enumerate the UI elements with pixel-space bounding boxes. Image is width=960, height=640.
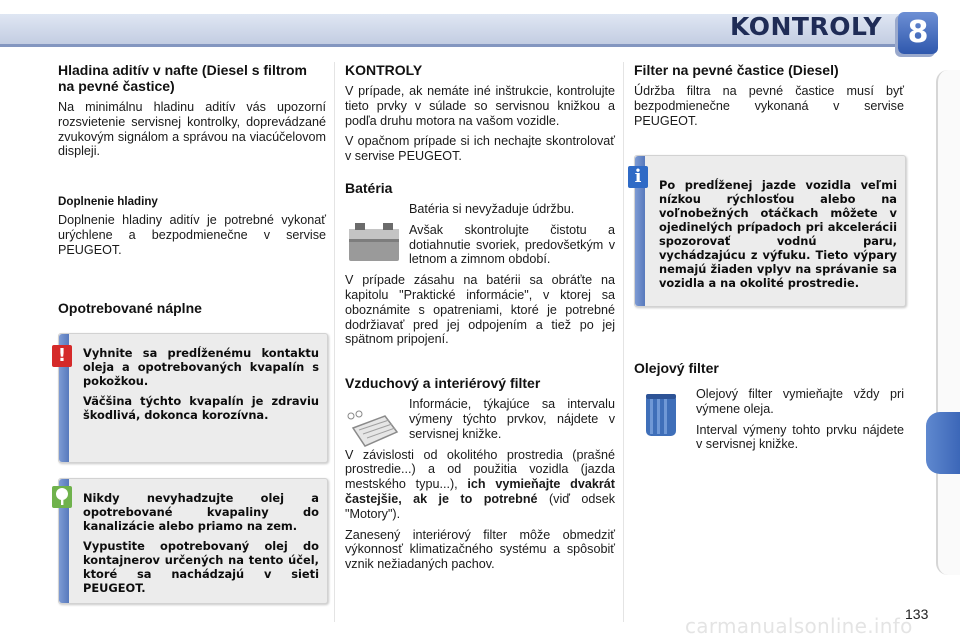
eco-text-2: Vypustite opotrebovaný olej do kontajnerov určených na tento účel, ktoré sa nachádzajú v sieti PEUGEOT. (83, 539, 319, 595)
active-chapter-tab[interactable] (926, 412, 960, 474)
warning-notice (58, 333, 328, 463)
air-filter-text-2c: (viď odsek "Motory"). (345, 491, 616, 521)
column-divider (334, 62, 335, 622)
right-column (634, 62, 904, 134)
air-filter-text-1: Informácie, týkajúce sa intervalu výmeny týchto prvkov, nájdete v servisnej knižke. (409, 397, 615, 441)
oil-filter-text-block (696, 387, 904, 458)
oil-filter-text-1: Olejový filter vymieňajte vždy pri výmene oleja. (696, 387, 904, 416)
oil-filter-icon (640, 390, 682, 440)
additive-level-text: Na minimálnu hladinu aditív vás upozorní rozsvietenie servisnej kontrolky, doprevádzané zvukovým signálom a správou na viacúčelovom displeji. (58, 100, 326, 159)
warning-text-2: Väčšina týchto kvapalín je zdraviu škodlivá, dokonca korozívna. (83, 394, 319, 422)
eco-text-1: Nikdy nevyhadzujte olej a opotrebované kvapaliny do kanalizácie alebo priamo na zem. (83, 491, 319, 533)
air-filter-text-2 (345, 448, 615, 522)
particle-filter-text: Údržba filtra na pevné častice musí byť bezpodmienečne vykonaná v servise PEUGEOT. (634, 84, 904, 128)
left-column (58, 62, 326, 263)
info-notice (634, 155, 906, 307)
battery-text-2: Avšak skontrolujte čistotu a dotiahnutie svoriek, predovšetkým v letnom a zimnom období. (409, 222, 615, 267)
oil-filter-heading: Olejový filter (634, 360, 719, 376)
air-filter-text-2a: V závislosti od okolitého prostredia (prašné prostredie...) a od použitia vozidla (jazda mestského typu...), (345, 447, 615, 492)
column-divider (623, 62, 624, 622)
chapter-title: KONTROLY (730, 12, 883, 41)
checks-heading: KONTROLY (345, 62, 423, 78)
chapter-side-tabs (936, 70, 960, 575)
info-text: Po predĺženej jazde vozidla veľmi nízkou rýchlosťou alebo na voľnobežných otáčkach môžete v ojedinelých prípadoch pri akcelerácii spozorovať vodnú paru, vychádzajúcu z výfuku. Tieto výpary nemajú žiaden vplyv na správanie sa vozidla a na okolité prostredie. (659, 178, 897, 290)
air-filter-icon (345, 408, 401, 456)
watermark: carmanualsonline.info (685, 614, 913, 638)
warning-text-1: Vyhnite sa predĺženému kontaktu oleja a opotrebovaných kvapalín s pokožkou. (83, 346, 319, 388)
info-icon: i (628, 166, 648, 188)
particle-filter-heading: Filter na pevné častice (Diesel) (634, 62, 839, 78)
page-number: 133 (905, 606, 929, 622)
air-filter-heading: Vzduchový a interiérový filter (345, 375, 541, 392)
chapter-number-badge: 8 (898, 12, 938, 54)
eco-notice (58, 478, 328, 604)
battery-text-1: Batéria si nevyžaduje údržbu. (409, 201, 575, 216)
exclamation-icon: ! (52, 345, 72, 367)
used-fluids-heading: Opotrebované náplne (58, 300, 202, 316)
tree-icon (52, 486, 72, 508)
checks-text-1: V prípade, ak nemáte iné inštrukcie, kontrolujte tieto prvky v súlade so servisnou knižkou a podľa druhu motora na vašom vozidle. (345, 84, 615, 128)
air-filter-text-3: Zanesený interiérový filter môže obmedziť výkonnosť klimatizačného systému a spôsobiť vznik nežiadaných pachov. (345, 527, 615, 572)
refill-text: Doplnenie hladiny aditív je potrebné vykonať urýchlene a bezpodmienečne v servise PEUGEOT. (58, 212, 326, 257)
oil-filter-text-2: Interval výmeny tohto prvku nájdete v servisnej knižke. (696, 422, 904, 452)
battery-icon (345, 215, 403, 265)
additive-level-heading: Hladina aditív v nafte (Diesel s filtrom na pevné častice) (58, 62, 307, 94)
checks-text-2: V opačnom prípade si ich nechajte skontrolovať v servise PEUGEOT. (345, 134, 615, 164)
battery-heading: Batéria (345, 179, 393, 196)
battery-text-3: V prípade zásahu na batérii sa obráťte na kapitolu "Praktické informácie", v ktorej sa oboznámite s opatreniami, ktoré je potrebné dodržiavať pred jej odpojením a tiež po jej spätnom pripojení. (345, 273, 615, 347)
air-filter-emphasis: ich vymieňajte dvakrát častejšie, ak je to potrebné (345, 477, 615, 506)
middle-column (345, 62, 615, 578)
refill-heading: Doplnenie hladiny (58, 195, 158, 209)
